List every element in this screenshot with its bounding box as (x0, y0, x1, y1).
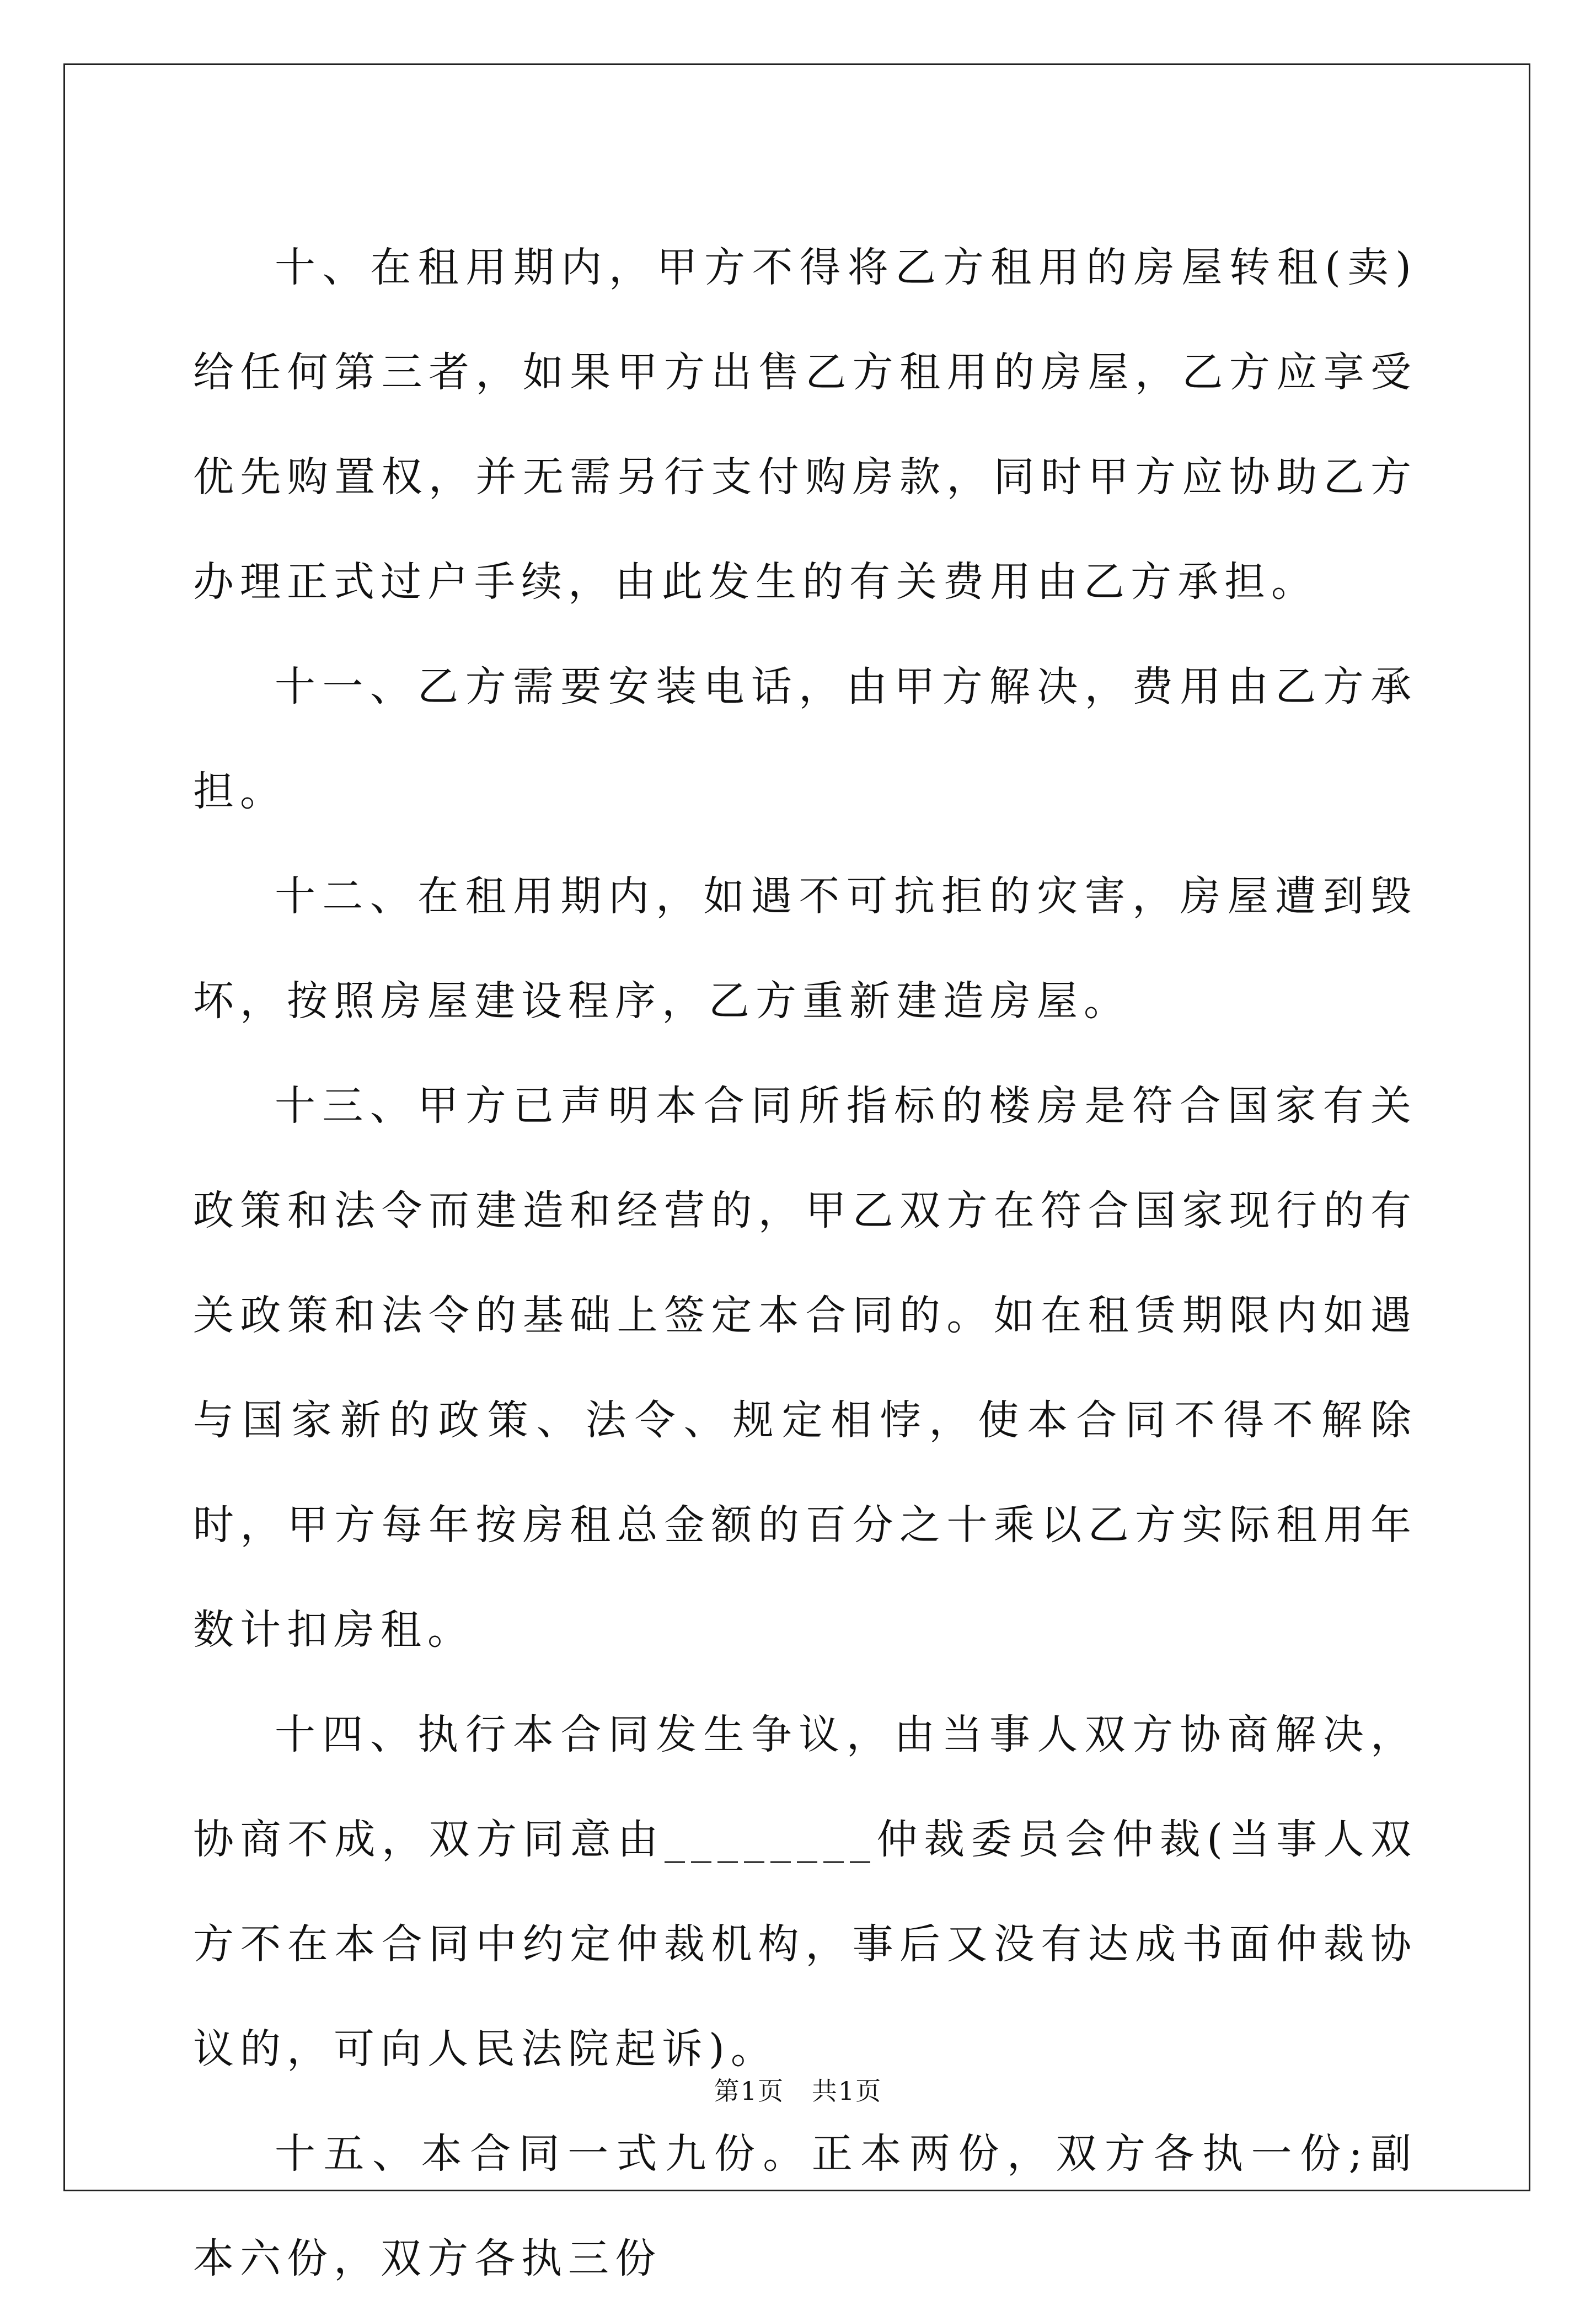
document-body (193, 215, 1417, 2311)
clause-14: 十四、执行本合同发生争议，由当事人双方协商解决，协商不成，双方同意由________仲裁委员会仲裁(当事人双方不在本合同中约定仲裁机构，事后又没有达成书面仲裁协议的，可向人民法院起诉)。 (193, 1711, 1417, 2073)
clause-15: 十五、本合同一式九份。正本两份，双方各执一份;副本六份，双方各执三份 (193, 2130, 1417, 2282)
clause-12: 十二、在租用期内，如遇不可抗拒的灾害，房屋遭到毁坏，按照房屋建设程序，乙方重新建造房屋。 (193, 873, 1417, 1025)
clause-13: 十三、甲方已声明本合同所指标的楼房是符合国家有关政策和法令而建造和经营的，甲乙双方在符合国家现行的有关政策和法令的基础上签定本合同的。如在租赁期限内如遇与国家新的政策、法令、规定相悖，使本合同不得不解除时，甲方每年按房租总金额的百分之十乘以乙方实际租用年数计扣房租。 (193, 1082, 1417, 1654)
clause-10: 十、在租用期内，甲方不得将乙方租用的房屋转租(卖)给任何第三者，如果甲方出售乙方租用的房屋，乙方应享受优先购置权，并无需另行支付购房款，同时甲方应协助乙方办理正式过户手续，由此发生的有关费用由乙方承担。 (193, 244, 1417, 606)
clause-11: 十一、乙方需要安装电话，由甲方解决，费用由乙方承担。 (193, 663, 1417, 815)
page-number: 第1页 共1页 (714, 2076, 882, 2106)
